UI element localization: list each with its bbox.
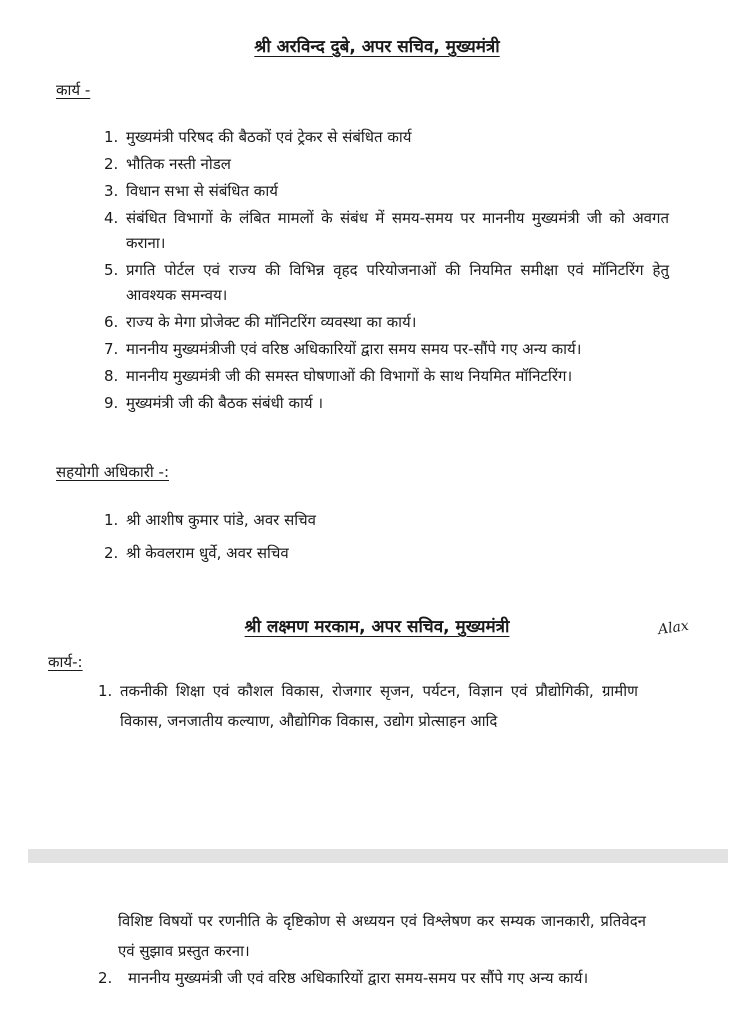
list-item: 1. श्री आशीष कुमार पांडे, अवर सचिव — [104, 511, 316, 529]
section1-assistant-list — [104, 508, 604, 566]
list-item: 2. माननीय मुख्यमंत्री जी एवं वरिष्ठ अधिकारियों द्वारा समय-समय पर सौंपे गए अन्य कार्य। — [98, 969, 589, 987]
list-item: 4. संबंधित विभागों के लंबित मामलों के संबंध में समय-समय पर माननीय मुख्यमंत्री जी को अवगत कराना। — [104, 209, 669, 252]
section2-heading: श्री लक्ष्मण मरकाम, अपर सचिव, मुख्यमंत्री — [244, 617, 510, 637]
section1-tasks-label: कार्य - — [56, 81, 91, 99]
list-item: 8. माननीय मुख्यमंत्री जी की समस्त घोषणाओं की विभागों के साथ नियमित मॉनिटरिंग। — [104, 367, 573, 385]
section2-tasks-label: कार्य-: — [48, 653, 83, 671]
list-item: 3. विधान सभा से संबंधित कार्य — [104, 182, 278, 200]
list-item: 9. मुख्यमंत्री जी की बैठक संबंधी कार्य । — [104, 394, 324, 412]
list-item: 5. प्रगति पोर्टल एवं राज्य की विभिन्न वृहद परियोजनाओं की नियमित समीक्षा एवं मॉनिटरिंग हेतु आवश्यक समन्वय। — [104, 261, 669, 304]
section1-heading: श्री अरविन्द दुबे, अपर सचिव, मुख्यमंत्री — [254, 37, 500, 57]
list-item: 6. राज्य के मेगा प्रोजेक्ट की मॉनिटरिंग व्यवस्था का कार्य। — [104, 313, 417, 331]
section2-task-list — [98, 676, 638, 736]
section2-task-list-continued — [98, 964, 646, 992]
section2-continued-text: विशिष्ट विषयों पर रणनीति के दृष्टिकोण से अध्ययन एवं विश्लेषण कर सम्यक जानकारी, प्रतिवेदन एवं सुझाव प्रस्तुत करना। — [118, 912, 646, 960]
section1-task-list — [104, 125, 669, 416]
list-item: 2. भौतिक नस्ती नोडल — [104, 155, 231, 173]
handwritten-signature: Alax — [657, 617, 690, 639]
list-item: 2. श्री केवलराम धुर्वे, अवर सचिव — [104, 544, 289, 562]
list-item: 1. मुख्यमंत्री परिषद की बैठकों एवं ट्रेकर से संबंधित कार्य — [104, 128, 412, 146]
list-item: 1. तकनीकी शिक्षा एवं कौशल विकास, रोजगार सृजन, पर्यटन, विज्ञान एवं प्रौद्योगिकी, ग्रामीण विकास, जनजातीय कल्याण, औद्योगिक विकास, उद्योग प्रोत्साहन आदि — [98, 682, 638, 730]
page-break-divider — [28, 849, 728, 863]
list-item: 7. माननीय मुख्यमंत्रीजी एवं वरिष्ठ अधिकारियों द्वारा समय समय पर-सौंपे गए अन्य कार्य। — [104, 340, 582, 358]
section1-assist-label: सहयोगी अधिकारी -: — [56, 463, 170, 481]
